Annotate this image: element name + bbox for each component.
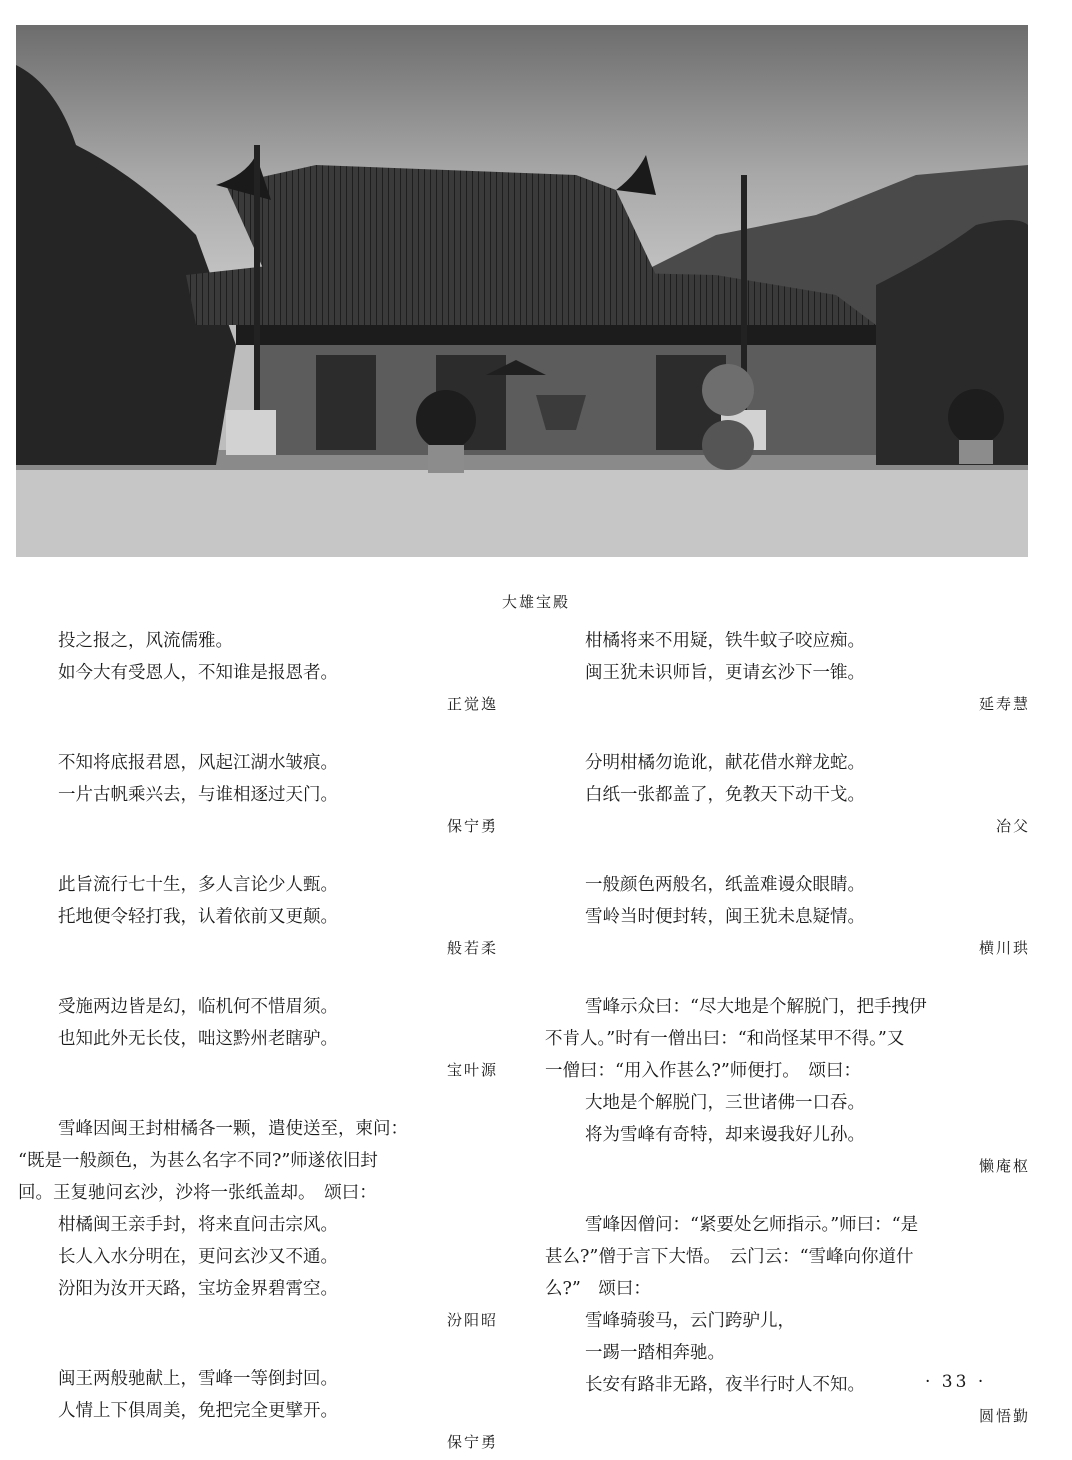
photo-caption: 大雄宝殿	[501, 593, 570, 611]
verse-line: 汾阳为汝开天路，宝坊金界碧霄空。	[58, 1279, 338, 1299]
right-column	[545, 625, 1030, 1431]
prose-line: 雪峰因僧问：“紧要处乞师指示。”师曰：“是	[585, 1215, 919, 1235]
poem-entry	[18, 1363, 498, 1457]
koan-entry	[545, 991, 1030, 1181]
author-name: 保宁勇	[446, 1433, 498, 1451]
author-name: 圆悟勤	[978, 1407, 1030, 1425]
poem-entry	[18, 625, 498, 719]
author-name: 懒庵枢	[978, 1157, 1030, 1175]
verse-line: 此旨流行七十生，多人言论少人甄。	[58, 875, 338, 895]
prose-line: 不肯人。”时有一僧出曰：“和尚怪某甲不得。”又	[545, 1029, 905, 1049]
page-number: · 33 ·	[925, 1372, 987, 1392]
verse-line: 托地便令轻打我，认着依前又更颠。	[58, 907, 338, 927]
author-name: 冶父	[995, 817, 1030, 835]
verse-line: 投之报之，风流儒雅。	[58, 631, 233, 651]
verse-line: 柑橘将来不用疑，铁牛蚊子咬应痴。	[585, 631, 865, 651]
author-name: 保宁勇	[446, 817, 498, 835]
poem-entry	[18, 869, 498, 963]
prose-line: 么?” 颂曰：	[545, 1279, 651, 1299]
prose-line: 回。王复驰问玄沙，沙将一张纸盖却。 颂曰：	[18, 1183, 377, 1203]
verse-line: 一般颜色两般名，纸盖难谩众眼睛。	[585, 875, 865, 895]
poem-entry	[545, 747, 1030, 841]
poem-entry	[545, 625, 1030, 719]
verse-line: 受施两边皆是幻，临机何不惜眉须。	[58, 997, 338, 1017]
temple-photo-icon	[16, 25, 1028, 557]
left-column	[18, 625, 498, 1457]
verse-line: 人情上下俱周美，免把完全更擘开。	[58, 1401, 338, 1421]
verse-line: 大地是个解脱门，三世诸佛一口吞。	[585, 1093, 865, 1113]
verse-line: 白纸一张都盖了，免教天下动干戈。	[585, 785, 865, 805]
prose-line: 一僧曰：“用入作甚么?”师便打。 颂曰：	[545, 1061, 862, 1081]
poem-entry	[18, 991, 498, 1085]
verse-line: 雪岭当时便封转，闽王犹未息疑情。	[585, 907, 865, 927]
author-name: 横川珙	[978, 939, 1030, 957]
verse-line: 闽王两般驰献上，雪峰一等倒封回。	[58, 1369, 338, 1389]
poem-entry	[545, 869, 1030, 963]
prose-line: 甚么?”僧于言下大悟。 云门云：“雪峰向你道什	[545, 1247, 914, 1267]
verse-line: 分明柑橘勿诡讹，献花借水辩龙蛇。	[585, 753, 865, 773]
prose-line: “既是一般颜色，为甚么名字不同?”师遂依旧封	[18, 1151, 378, 1171]
verse-line: 闽王犹未识师旨，更请玄沙下一锥。	[585, 663, 865, 683]
author-name: 般若柔	[446, 939, 498, 957]
verse-line: 将为雪峰有奇特，却来谩我好儿孙。	[585, 1125, 865, 1145]
verse-line: 一片古帆乘兴去，与谁相逐过天门。	[58, 785, 338, 805]
koan-entry	[545, 1209, 1030, 1431]
verse-line: 柑橘闽王亲手封，将来直问击宗风。	[58, 1215, 338, 1235]
verse-line: 也知此外无长伎，咄这黔州老瞎驴。	[58, 1029, 338, 1049]
author-name: 延寿慧	[978, 695, 1030, 713]
verse-line: 如今大有受恩人，不知谁是报恩者。	[58, 663, 338, 683]
prose-line: 雪峰示众曰：“尽大地是个解脱门，把手拽伊	[585, 997, 927, 1017]
verse-line: 不知将底报君恩，风起江湖水皱痕。	[58, 753, 338, 773]
temple-photo	[16, 25, 1028, 557]
verse-line: 一踢一踏相奔驰。	[585, 1343, 725, 1363]
verse-line: 长人入水分明在，更问玄沙又不通。	[58, 1247, 338, 1267]
koan-entry	[18, 1113, 498, 1335]
prose-line: 雪峰因闽王封柑橘各一颗，遣使送至，柬问：	[58, 1119, 408, 1139]
author-name: 正觉逸	[446, 695, 498, 713]
verse-line: 雪峰骑骏马，云门跨驴儿，	[585, 1311, 795, 1331]
author-name: 宝叶源	[446, 1061, 498, 1079]
verse-line: 长安有路非无路，夜半行时人不知。	[585, 1375, 865, 1395]
author-name: 汾阳昭	[446, 1311, 498, 1329]
poem-entry	[18, 747, 498, 841]
